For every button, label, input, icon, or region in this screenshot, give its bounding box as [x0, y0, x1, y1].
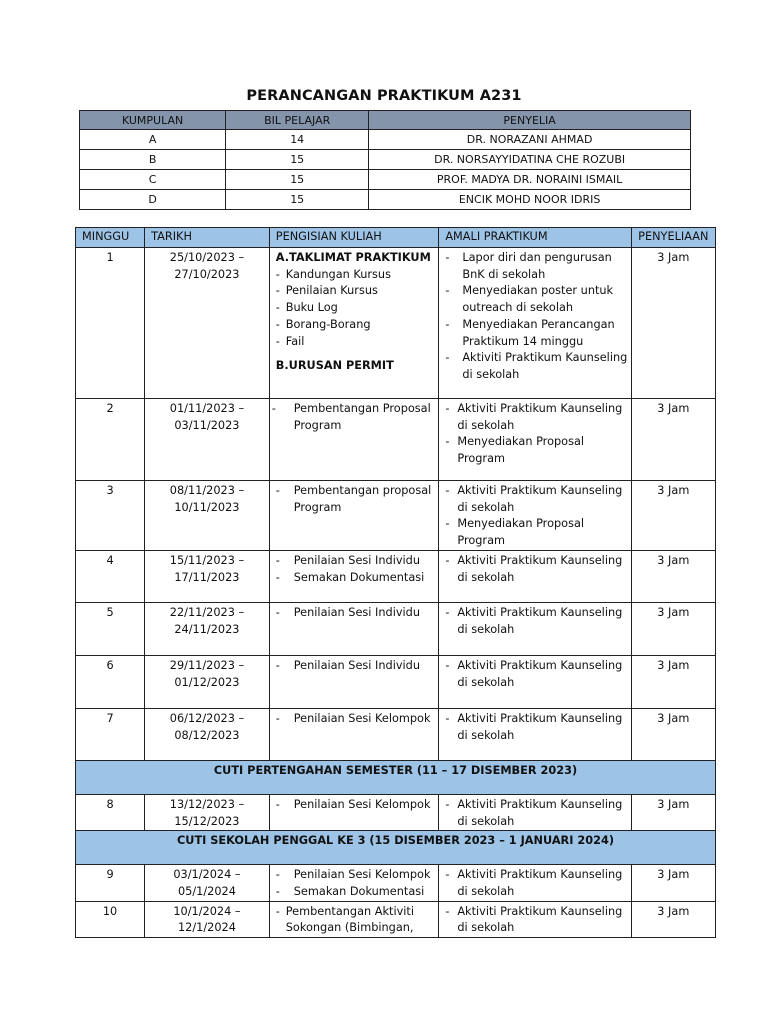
penyeliaan-cell: 3 Jam [631, 901, 715, 937]
list-item: - Penilaian Sesi Individu [276, 553, 439, 570]
amali-cell [439, 481, 631, 551]
tarikh-end: 10/11/2023 [174, 500, 240, 514]
tarikh-cell [145, 550, 270, 602]
bil-pelajar-cell: 15 [226, 170, 369, 190]
list-item: - Aktiviti Praktikum Kaunseling di sekolah [445, 401, 630, 434]
amali-cell [439, 602, 631, 655]
list-item: - Lapor diri dan pengurusan BnK di sekolah [445, 250, 630, 283]
kuliah-cell [269, 248, 439, 399]
schedule-table [75, 227, 716, 938]
holiday-label: CUTI PERTENGAHAN SEMESTER (11 – 17 DISEMBER 2023) [76, 760, 716, 794]
tarikh-cell [145, 602, 270, 655]
minggu-cell: 9 [76, 865, 145, 901]
list-item: - Aktiviti Praktikum Kaunseling di sekolah [445, 658, 630, 691]
bil-pelajar-cell: 14 [226, 130, 369, 150]
amali-cell [439, 865, 631, 901]
header-amali-praktikum: AMALI PRAKTIKUM [439, 228, 631, 248]
table-row [80, 190, 691, 210]
list-item: - Semakan Dokumentasi [276, 570, 439, 587]
tarikh-cell [145, 794, 270, 830]
table-row [76, 550, 716, 602]
list-item: - Aktiviti Praktikum Kaunseling di sekolah [445, 553, 630, 586]
amali-cell [439, 901, 631, 937]
list-item: - Aktiviti Praktikum Kaunseling di sekolah [445, 605, 630, 638]
kuliah-cell [269, 794, 439, 830]
minggu-cell: 3 [76, 481, 145, 551]
amali-cell [439, 399, 631, 481]
list-item: - Menyediakan Proposal Program [445, 516, 630, 549]
list-item: - Borang-Borang [276, 317, 439, 334]
penyeliaan-cell: 3 Jam [631, 481, 715, 551]
table-row [76, 865, 716, 901]
kuliah-heading: A.TAKLIMAT PRAKTIKUM [275, 251, 431, 264]
tarikh-cell [145, 248, 270, 399]
kuliah-cell [269, 865, 439, 901]
table-row [80, 150, 691, 170]
tarikh-end: 08/12/2023 [174, 728, 240, 742]
bil-pelajar-cell: 15 [226, 190, 369, 210]
kuliah-cell [269, 399, 439, 481]
list-item: - Buku Log [276, 300, 439, 317]
header-tarikh: TARIKH [145, 228, 270, 248]
tarikh-cell [145, 865, 270, 901]
tarikh-start: 13/12/2023 – [169, 797, 245, 811]
tarikh-cell [145, 399, 270, 481]
table-row [76, 708, 716, 760]
tarikh-start: 08/11/2023 – [169, 484, 245, 497]
supervisor-table [79, 110, 691, 210]
amali-cell [439, 248, 631, 399]
list-item: - Menyediakan Perancangan Praktikum 14 minggu [445, 317, 630, 350]
kuliah-cell [269, 550, 439, 602]
minggu-cell: 5 [76, 602, 145, 655]
kuliah-cell [269, 655, 439, 708]
list-item: - Fail [276, 334, 439, 351]
minggu-cell: 1 [76, 248, 145, 399]
penyeliaan-cell: 3 Jam [631, 865, 715, 901]
penyeliaan-cell: 3 Jam [631, 655, 715, 708]
penyelia-cell: DR. NORAZANI AHMAD [369, 130, 691, 150]
list-item: - Penilaian Sesi Individu [276, 605, 439, 622]
list-item: - Kandungan Kursus [276, 267, 439, 284]
kuliah-cell [269, 708, 439, 760]
list-item: - Aktiviti Praktikum Kaunseling di sekolah [445, 483, 630, 516]
kumpulan-cell: C [80, 170, 226, 190]
amali-cell [439, 655, 631, 708]
header-kumpulan: KUMPULAN [80, 111, 226, 130]
list-item: - Penilaian Sesi Individu [276, 658, 439, 675]
header-bil-pelajar: BIL PELAJAR [226, 111, 369, 130]
header-minggu: MINGGU [76, 228, 145, 248]
tarikh-start: 10/1/2024 – [173, 904, 241, 918]
holiday-label: CUTI SEKOLAH PENGGAL KE 3 (15 DISEMBER 2023 – 1 JANUARI 2024) [76, 831, 716, 865]
header-pengisian-kuliah: PENGISIAN KULIAH [269, 228, 439, 248]
penyeliaan-cell: 3 Jam [631, 248, 715, 399]
table-row [80, 130, 691, 150]
table-row [76, 481, 716, 551]
table-row [76, 655, 716, 708]
table-row [76, 399, 716, 481]
kumpulan-cell: A [80, 130, 226, 150]
list-item: - Pembentangan proposal Program [276, 483, 439, 516]
table-row [80, 170, 691, 190]
list-item: - Penilaian Kursus [276, 283, 439, 300]
bil-pelajar-cell: 15 [226, 150, 369, 170]
holiday-row [76, 831, 716, 865]
minggu-cell: 4 [76, 550, 145, 602]
page-title: PERANCANGAN PRAKTIKUM A231 [246, 88, 522, 104]
amali-cell [439, 708, 631, 760]
tarikh-end: 24/11/2023 [174, 622, 240, 636]
minggu-cell: 2 [76, 399, 145, 481]
table-row [76, 602, 716, 655]
penyelia-cell: DR. NORSAYYIDATINA CHE ROZUBI [369, 150, 691, 170]
kumpulan-cell: D [80, 190, 226, 210]
kuliah-cell [269, 481, 439, 551]
penyelia-cell: ENCIK MOHD NOOR IDRIS [369, 190, 691, 210]
holiday-row [76, 760, 716, 794]
table-row [76, 901, 716, 937]
tarikh-end: 03/11/2023 [174, 418, 240, 432]
table-header-row [80, 111, 691, 130]
kuliah-heading: B.URUSAN PERMIT [275, 359, 394, 373]
tarikh-cell [145, 708, 270, 760]
header-penyelia: PENYELIA [369, 111, 691, 130]
list-item: - Aktiviti Praktikum Kaunseling di sekolah [445, 904, 630, 937]
list-item: - Aktiviti Praktikum Kaunseling di sekolah [445, 797, 630, 830]
tarikh-end: 12/1/2024 [177, 921, 236, 935]
penyeliaan-cell: 3 Jam [631, 550, 715, 602]
minggu-cell: 6 [76, 655, 145, 708]
tarikh-cell [145, 655, 270, 708]
header-penyeliaan: PENYELIAAN [631, 228, 715, 248]
penyeliaan-cell: 3 Jam [631, 399, 715, 481]
amali-cell [439, 550, 631, 602]
tarikh-end: 15/12/2023 [174, 814, 240, 828]
table-row [76, 794, 716, 830]
tarikh-end: 05/1/2024 [177, 884, 236, 898]
kumpulan-cell: B [80, 150, 226, 170]
list-item: - Penilaian Sesi Kelompok [276, 797, 439, 814]
list-item: - Menyediakan poster untuk outreach di sekolah [445, 283, 630, 316]
tarikh-start: 25/10/2023 – [169, 251, 245, 264]
list-item: - Pembentangan Aktiviti Sokongan (Bimbingan, [276, 904, 439, 937]
list-item: - Aktiviti Praktikum Kaunseling di sekolah [445, 867, 630, 900]
penyeliaan-cell: 3 Jam [631, 794, 715, 830]
kuliah-cell [269, 602, 439, 655]
tarikh-end: 17/11/2023 [174, 570, 240, 584]
table-header-row [76, 228, 716, 248]
list-item: - Menyediakan Proposal Program [445, 434, 630, 467]
amali-cell [439, 794, 631, 830]
penyeliaan-cell: 3 Jam [631, 602, 715, 655]
tarikh-start: 29/11/2023 – [169, 658, 245, 672]
list-item: - Aktiviti Praktikum Kaunseling di sekolah [445, 350, 630, 383]
tarikh-end: 01/12/2023 [174, 675, 240, 689]
penyeliaan-cell: 3 Jam [631, 708, 715, 760]
tarikh-start: 22/11/2023 – [169, 605, 245, 619]
kuliah-cell [269, 901, 439, 937]
minggu-cell: 7 [76, 708, 145, 760]
list-item: - Aktiviti Praktikum Kaunseling di sekolah [445, 711, 630, 744]
minggu-cell: 10 [76, 901, 145, 937]
penyelia-cell: PROF. MADYA DR. NORAINI ISMAIL [369, 170, 691, 190]
tarikh-start: 03/1/2024 – [173, 868, 241, 882]
tarikh-start: 15/11/2023 – [169, 553, 245, 567]
list-item: - Penilaian Sesi Kelompok [276, 867, 439, 884]
minggu-cell: 8 [76, 794, 145, 830]
list-item: - Semakan Dokumentasi [276, 884, 439, 901]
tarikh-cell [145, 481, 270, 551]
tarikh-end: 27/10/2023 [174, 267, 240, 281]
tarikh-start: 06/12/2023 – [169, 711, 245, 725]
list-item: - Penilaian Sesi Kelompok [276, 711, 439, 728]
table-row [76, 248, 716, 399]
list-item: - Pembentangan Proposal Program [272, 401, 439, 434]
tarikh-start: 01/11/2023 – [169, 402, 245, 415]
tarikh-cell [145, 901, 270, 937]
